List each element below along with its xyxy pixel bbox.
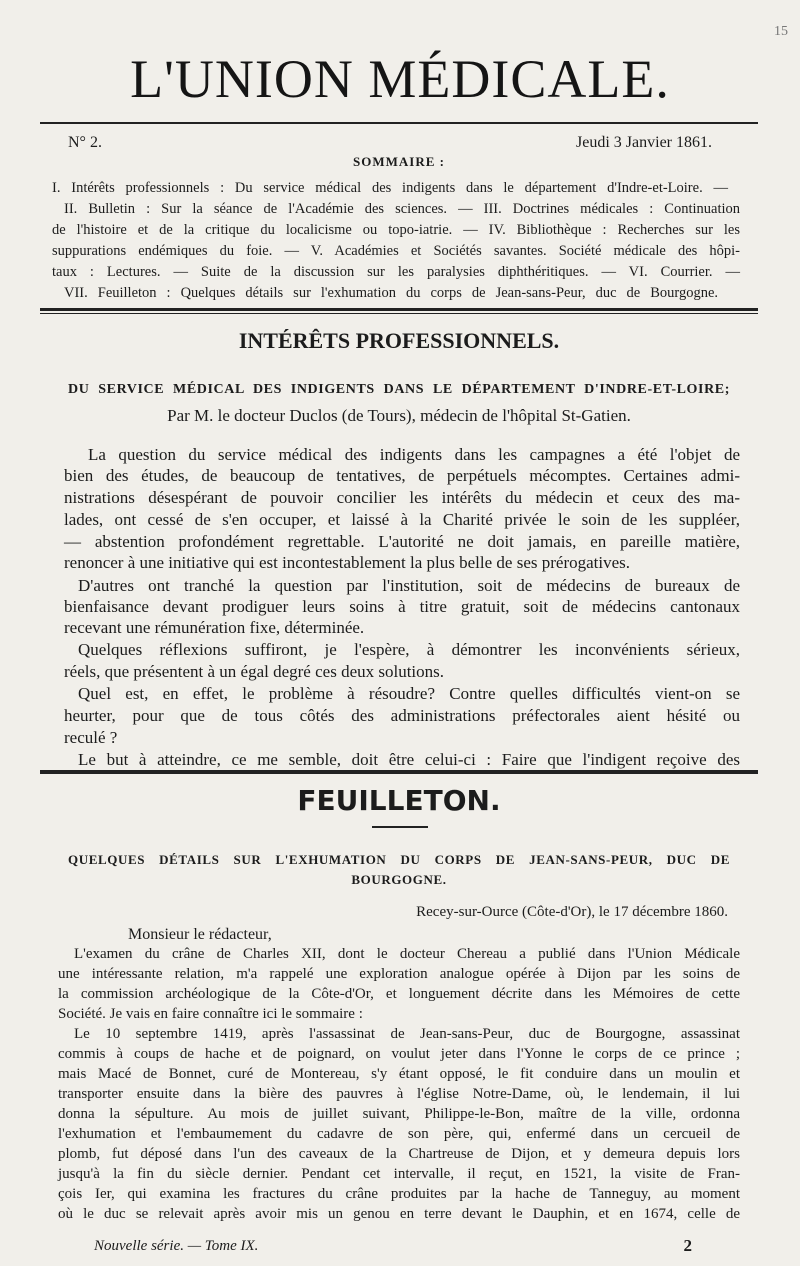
- article-line: heurter, pour que de tous côtés des administrations préfectorales aient hésité ou: [64, 706, 740, 725]
- article-line: reculé ?: [64, 728, 118, 747]
- feuilleton-dateline: Recey-sur-Ource (Côte-d'Or), le 17 décembre 1860.: [416, 904, 728, 920]
- section-divider: [40, 308, 758, 314]
- sommaire-line: II. Bulletin : Sur la séance de l'Académie des sciences. — III. Doctrines médicales : Continuation: [64, 201, 740, 217]
- article-line: Quel est, en effet, le problème à résoudre? Contre quelles difficultés vient-on se: [78, 684, 740, 703]
- article-subheading: DU SERVICE MÉDICAL DES INDIGENTS DANS LE DÉPARTEMENT D'INDRE-ET-LOIRE;: [68, 382, 730, 397]
- sommaire-title: SOMMAIRE :: [353, 154, 445, 169]
- folio-number: 15: [774, 24, 788, 39]
- feuilleton-line: plomb, fut déposé dans l'un des caveaux de la Chartreuse de Dijon, et y demeura depuis lors: [58, 1146, 740, 1162]
- feuilleton-short-rule: [372, 826, 428, 828]
- article-line: — abstention profondément regrettable. L'autorité ne doit jamais, en pareille matière,: [64, 532, 740, 551]
- article-line: bienfaisance devant prodiguer leurs soins à titre gratuit, soit de médecins cantonaux: [64, 597, 740, 616]
- feuilleton-subheading: QUELQUES DÉTAILS SUR L'EXHUMATION DU CORPS DE JEAN-SANS-PEUR, DUC DE: [68, 852, 730, 867]
- feuilleton-line: mais Macé de Bonnet, curé de Montereau, s'y étant opposé, le fit conduire dans un moulin et: [58, 1066, 740, 1082]
- feuilleton-title: FEUILLETON.: [297, 784, 501, 817]
- footer-page-number: 2: [683, 1236, 692, 1255]
- feuilleton-line: l'exhumation et l'embaumement du cadavre de son père, qui, enfermé dans un cercueil de: [58, 1126, 740, 1142]
- sommaire-line: suppurations endémiques du foie. — V. Académies et Sociétés savantes. Société médicale des hôpi-: [52, 243, 740, 259]
- article-line: Quelques réflexions suffiront, je l'espère, à démontrer les inconvénients sérieux,: [78, 640, 740, 659]
- feuilleton-line: donna la sépulture. Au mois de juillet suivant, Philippe-le-Bon, maître de la ville, ordonna: [58, 1106, 740, 1122]
- feuilleton-line: L'examen du crâne de Charles XII, dont le docteur Chereau a publié dans l'Union Médicale: [74, 946, 740, 962]
- issue-date: Jeudi 3 Janvier 1861.: [576, 134, 712, 151]
- feuilleton-line: une intéressante relation, m'a rappelé une exploration analogue opérée à Dijon par les soins de: [58, 966, 740, 982]
- article-line: D'autres ont tranché la question par l'institution, soit de médecins de bureaux de: [78, 576, 740, 595]
- masthead-title: L'UNION MÉDICALE.: [130, 49, 670, 109]
- feuilleton-line: jusqu'à la fin du siècle dernier. Pendant cet intervalle, il reçut, en 1521, la visite de Fran-: [58, 1166, 740, 1182]
- feuilleton-line: la commission archéologique de la Côte-d'Or, et longuement décrite dans les Mémoires de cette: [58, 986, 740, 1002]
- sommaire-line: taux : Lectures. — Suite de la discussion sur les paralysies diphthéritiques. — VI. Courrier. —: [52, 264, 740, 280]
- footer-series: Nouvelle série. — Tome IX.: [94, 1238, 259, 1254]
- feuilleton-line: transporter ensuite dans la bière des pauvres à l'église Notre-Dame, où, le lendemain, il lui: [58, 1086, 740, 1102]
- article-line: nistrations désespérant de pouvoir concilier les intérêts du médecin et ceux des ma-: [64, 488, 740, 507]
- section-heading: INTÉRÊTS PROFESSIONNELS.: [238, 328, 560, 353]
- article-line: lades, ont cessé de s'en occuper, et laissé à la Charité privée le soin de les suppléer,: [64, 510, 740, 529]
- feuilleton-line: Société. Je vais en faire connaître ici le sommaire :: [58, 1006, 363, 1022]
- feuilleton-line: où le duc se relevait après avoir mis un genou en terre devant le Dauphin, et en 1674, celle de: [58, 1206, 740, 1222]
- article-byline: Par M. le docteur Duclos (de Tours), médecin de l'hôpital St-Gatien.: [167, 406, 631, 425]
- article-line: renoncer à une initiative qui est incontestablement la plus belle de ses prérogatives.: [64, 553, 631, 572]
- article-line: bien des études, de beaucoup de tentatives, de perpétuels mécomptes. Certaines admi-: [64, 466, 740, 485]
- sommaire-line: I. Intérêts professionnels : Du service médical des indigents dans le département d'Indre-et-Loire. —: [52, 180, 728, 196]
- feuilleton-divider: [40, 770, 758, 774]
- article-line: réels, que présentent à un égal degré ces deux solutions.: [64, 662, 445, 681]
- feuilleton-salutation: Monsieur le rédacteur,: [128, 926, 272, 943]
- article-line: Le but à atteindre, ce me semble, doit être celui-ci : Faire que l'indigent reçoive des: [78, 750, 740, 769]
- feuilleton-subheading-cont: BOURGOGNE.: [351, 872, 447, 887]
- masthead-rule: [40, 122, 758, 124]
- sommaire-line: de l'histoire et de la critique du localicisme ou topo-iatrie. — IV. Bibliothèque : Recherches sur les: [52, 222, 740, 238]
- article-line: recevant une rémunération fixe, déterminée.: [64, 618, 365, 637]
- article-line: La question du service médical des indigents dans les campagnes a été l'objet de: [88, 445, 740, 464]
- sommaire-line: VII. Feuilleton : Quelques détails sur l'exhumation du corps de Jean-sans-Peur, duc de Bourgogne.: [64, 285, 718, 301]
- feuilleton-line: commis à coups de hache et de poignard, on voulut jeter dans l'Yonne le corps de ce prince ;: [58, 1046, 740, 1062]
- feuilleton-line: çois Ier, qui examina les fractures du crâne produites par la hache de Tanneguy, au moment: [58, 1186, 740, 1202]
- issue-number: N° 2.: [68, 134, 102, 151]
- feuilleton-line: Le 10 septembre 1419, après l'assassinat de Jean-sans-Peur, duc de Bourgogne, assassinat: [74, 1026, 740, 1042]
